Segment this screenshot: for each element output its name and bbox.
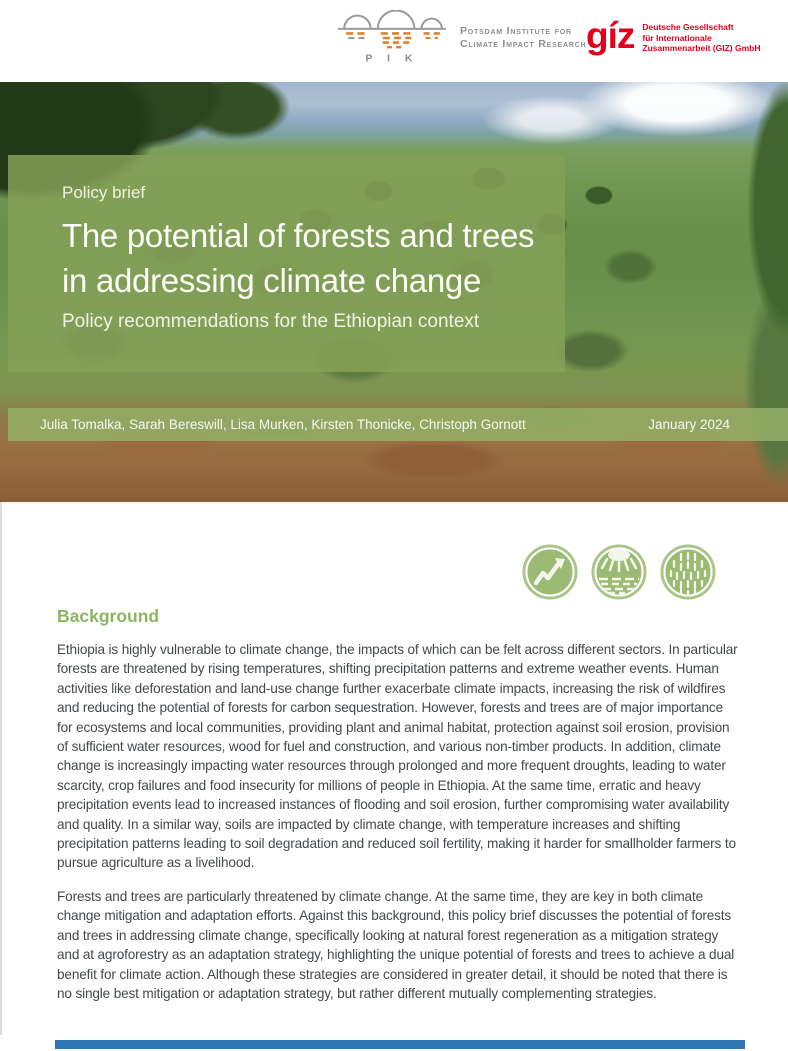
sun-over-water-icon: [591, 544, 647, 600]
body-section: [0, 502, 788, 1051]
publication-date: January 2024: [648, 417, 730, 432]
background-paragraph-2: Forests and trees are particularly threatened by climate change. At the same time, they are key in both climate change mitigation and adaptation efforts. Against this background, this policy brief discusses the potential of forests and trees in addressing climate change, specifically looking at natural forest regeneration as a mitigation strategy and at agroforestry as an adaptation strategy, highlighting the unique potential of forests and trees to achieve a dual benefit for climate action. Although these strategies are considered in greater detail, it should be noted that there is no single best mitigation or adaptation strategy, but rather different mutually complementing strategies.: [57, 888, 735, 1001]
hero-photo: [0, 82, 788, 502]
document-header: [0, 0, 788, 82]
theme-icons-row: [522, 544, 716, 600]
page-title-line2: in addressing climate change: [62, 262, 482, 299]
section-heading-background: Background: [57, 606, 160, 626]
giz-name-line1: Deutsche Gesellschaft: [642, 22, 734, 32]
giz-company-name: [642, 22, 760, 54]
rainfall-icon: [660, 544, 716, 600]
footer-rule: [55, 1040, 745, 1049]
pik-name-line1: Potsdam Institute for: [460, 25, 572, 37]
giz-name-line3: Zusammenarbeit (GIZ) GmbH: [642, 43, 761, 53]
authors-list: Julia Tomalka, Sarah Bereswill, Lisa Murken, Kirsten Thonicke, Christoph Gornott: [40, 417, 526, 432]
page-title-line1: The potential of forests and trees: [62, 217, 535, 254]
giz-name-line2: für Internationale: [642, 32, 712, 43]
page-edge-line: [0, 502, 2, 1035]
trend-chart-icon: [522, 544, 578, 600]
pik-institute-name: [460, 25, 586, 51]
giz-logo-block: [586, 16, 760, 56]
giz-logo-icon: gíz: [586, 15, 635, 56]
pik-name-line2: Climate Impact Research: [460, 38, 587, 50]
authors-bar: [8, 408, 788, 441]
background-paragraph-1: Ethiopia is highly vulnerable to climate change, the impacts of which can be felt across different sectors. In particular forests are threatened by rising temperatures, shifting precipitation patterns and extreme weather events. Human activities like deforestation and land-use change further exacerbate climate impacts, increasing the risk of wildfires and reducing the potential of forests for carbon sequestration. However, forests and trees are of major importance for ecosystems and local communities, providing plant and animal habitat, protection against soil erosion, provision of sufficient water resources, wood for fuel and construction, and various non-timber products. In addition, climate change is increasingly impacting water resources through prolonged and more frequent droughts, leading to water scarcity, crop failures and food insecurity for millions of people in Ethiopia. At the same time, erratic and heavy precipitation events lead to increased instances of flooding and soil erosion, further compromising water availability and quality. In a similar way, soils are impacted by climate change, with temperature increases and shifting precipitation patterns leading to soil degradation and reduced soil fertility, making it harder for smallholder farmers to pursue agriculture as a livelihood.: [57, 642, 738, 871]
pik-acronym: P I K: [365, 53, 419, 65]
pik-logo-block: [336, 10, 586, 66]
title-overlay-panel: [8, 155, 565, 372]
page-subtitle: Policy recommendations for the Ethiopian context: [62, 311, 480, 332]
kicker: Policy brief: [62, 183, 146, 202]
pik-logo-icon: [336, 10, 448, 66]
